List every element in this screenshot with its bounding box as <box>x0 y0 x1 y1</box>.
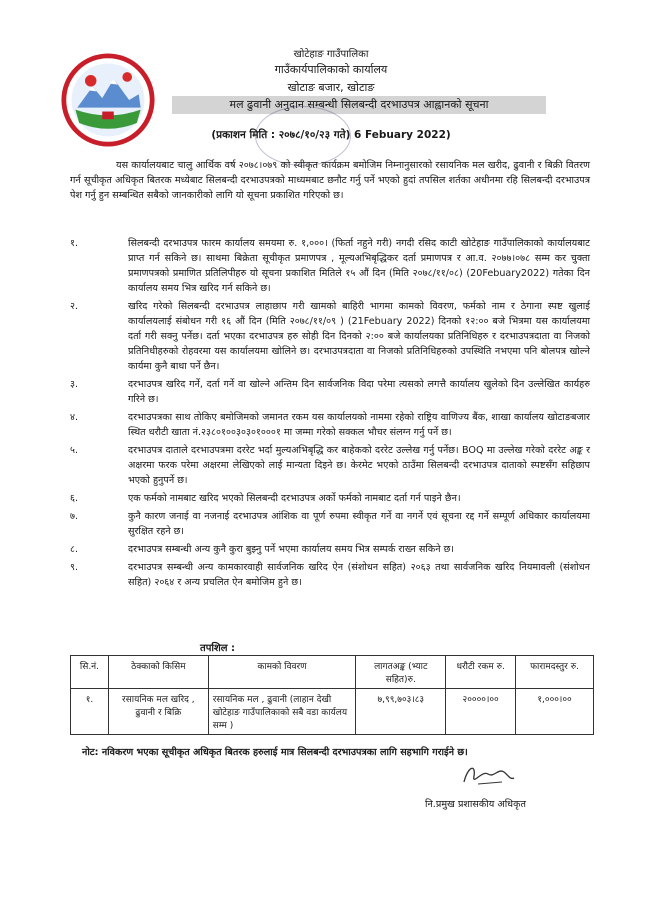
table-cell: १. <box>71 689 109 735</box>
col-header: फारामदस्तुर रु. <box>516 656 594 689</box>
details-table <box>70 655 594 735</box>
list-item <box>70 236 590 296</box>
list-item <box>70 443 590 488</box>
list-item <box>70 560 590 590</box>
intro-paragraph: यस कार्यालयबाट चालु आर्थिक वर्ष २०७८।०७९ को स्वीकृत कार्यक्रम बमोजिम निम्नानुसारको रसायनिक मल खरीद, ढुवानी र बिक्री वितरण गर्न सूचीकृत अधिकृत बितरक मध्येबाट सिलबन्दी दरभाउपत्रको माध्यमबाट छनौट गर्नु पर्ने भएको हुदां तपसिल शर्तका अधीनमा रहि सिलबन्दी दरभाउपत्र पेश गर्नु हुन सम्बन्धित सबैको जानकारीको लागि यो सूचना प्रकाशित गरिएको छ। <box>70 160 590 201</box>
table-cell: रसायनिक मल खरिद , ढुवानी र बिक्रि <box>108 689 208 735</box>
item-number: ३. <box>70 379 79 390</box>
publication-date: (प्रकाशन मिति : २०७८/१०/२३ गते) 6 Febuary 2022) <box>211 129 451 141</box>
item-text: एक फर्मको नामबाट खरिद भएको सिलबन्दी दरभाउपत्र अर्को फर्मको नामबाट दर्ता गर्न पाइने छैन। <box>128 493 461 504</box>
col-header: धरौटी रकम रु. <box>446 656 516 689</box>
item-text: सिलबन्दी दरभाउपत्र फारम कार्यालय समयमा रु. १,०००। (फिर्ता नहुने गरी) नगदी रसिद काटी खोटेहाङ गाउँपालिकाको कार्यालयबाट प्राप्त गर्न सकिने छ। साथमा बिक्रेता सूचीकृत प्रमाणपत्र , मूल्यअभिबृद्धिकर दर्ता प्रमाणपत्र र आ.व. २०७७।०७८ सम्म कर चुक्ता प्रमाणपत्रको प्रमाणित प्रतिलिपीहरु यो सूचना प्रकाशित मितिले १५ औं दिन (मिति २०७८/११/०८) (20Febuary2022) गतेका दिन कार्यालय समय भित्र खरिद गर्न सकिने छ। <box>128 238 590 294</box>
office-title: गाउँकार्यपालिकाको कार्यालय <box>274 63 388 76</box>
item-number: १. <box>70 238 79 249</box>
signer-title: नि.प्रमुख प्रशासकीय अधिकृत <box>425 799 526 810</box>
item-number: २. <box>70 301 79 312</box>
list-item <box>70 542 590 557</box>
item-text: खरिद गरेको सिलबन्दी दरभाउपत्र लाहाछाप गरी खामको बाहिरी भागमा कामको विवरण, फर्मको नाम र ठेगाना स्पष्ट खुलाई कार्यालयलाई संबोधन गरी १६ औं दिन (मिति २०७८/११/०९ ) (21Febuary 2022) दिनको १२:०० बजे भित्रमा यस कार्यालयमा दर्ता गरी सक्नु पर्नेछ। दर्ता भएका दरभाउपत्र हरु सोही दिन दिनको २:०० बजे कार्यालयका प्रतिनिधिहरु र दरभाउपत्रदाता वा निजको प्रतिनिधीहरुको रोहवरमा यस कार्यालयमा खोलिने छ। दरभाउपत्रदाता वा निजको प्रतिनिधिहरुको उपस्थिति नभएमा पनि बोलपत्र खोल्ने कार्यमा कुनै बाधा पर्ने छैन। <box>128 301 590 372</box>
office-name: खोटेहाङ गाउँपालिका <box>293 49 369 60</box>
item-text: दरभाउपत्र सम्बन्धी अन्य कामकारवाही सार्वजनिक खरिद ऐन (संशोधन सहित) २०६३ तथा सार्वजनिक खरिद नियमावली (संशोधन सहित) २०६४ र अन्य प्रचलित ऐन बमोजिम हुने छ। <box>128 562 590 588</box>
item-text: दरभाउपत्र खरिद गर्ने, दर्ता गर्ने वा खोल्ने अन्तिम दिन सार्वजनिक विदा परेमा त्यसको लगत्तै कार्यालय खुलेको दिन उल्लेखित कार्यहरु गरिने छ। <box>128 379 590 405</box>
note-text: नोट: नविकरण भएका सूचीकृत अधिकृत बितरक हरुलाई मात्र सिलबन्दी दरभाउपत्रका लागि सहभागि गराईने छ। <box>82 747 468 758</box>
list-item <box>70 491 590 506</box>
list-item <box>70 299 590 374</box>
item-number: ६. <box>70 493 79 504</box>
table-row <box>71 689 594 735</box>
item-text: दरभाउपत्रका साथ तोकिए बमोजिमको जमानत रकम यस कार्यालयको नाममा रहेको राष्ट्रिय वाणिज्य बैंक, शाखा कार्यालय खोटाङबजार स्थित धरौटी खाता नं.२३८०१००३०३०१०००१ मा जम्मा गरेको सक्कल भौचर संलग्न गर्नु पर्ने छ। <box>128 412 590 438</box>
col-header: सि.नं. <box>71 656 109 689</box>
item-number: ९. <box>70 562 79 573</box>
office-address: खोटाङ बजार, खोटाङ <box>287 81 375 94</box>
item-text: दरभाउपत्र सम्बन्धी अन्य कुनै कुरा बुझ्नु पर्ने भएमा कार्यालय समय भित्र सम्पर्क राख्न सकिने छ। <box>128 544 454 555</box>
item-text: कुनै कारण जनाई वा नजनाई दरभाउपत्र आंशिक वा पूर्ण रुपमा स्वीकृत गर्ने वा नगर्ने एवं सूचना रद्द गर्ने सम्पूर्ण अधिकार कार्यालयमा सुरक्षित रहने छ। <box>128 511 590 537</box>
table-header-row <box>71 656 594 689</box>
item-number: ८. <box>70 544 79 555</box>
col-header: लागतअङ्क (भ्याट सहित)रु. <box>356 656 446 689</box>
item-number: ५. <box>70 445 79 456</box>
list-item <box>70 377 590 407</box>
table-cell: रसायनिक मल , ढुवानी (लाहान देखी खोटेहाङ गाउँपालिकाको सबै वडा कार्यलय सम्म ) <box>208 689 356 735</box>
col-header: ठेक्काको किसिम <box>108 656 208 689</box>
table-cell: २००००।०० <box>446 689 516 735</box>
item-text: दरभाउपत्र दाताले दरभाउपत्रमा दररेट भर्दा मुल्यअभिबृद्धि कर बाहेकको दररेट उल्लेख गर्नु पर्नेछ। BOQ मा उल्लेख गरेको दररेट अङ्क र अक्षरमा फरक परेमा अक्षरमा लेखिएको लाई मान्यता दिइने छ। केरमेट भएको ठाउँमा सिलबन्दी दरभाउपत्र दाताको स्पष्टसँग सहिछाप भएको हुनुपर्ने छ। <box>128 445 590 486</box>
table-heading: तपशिल : <box>200 643 236 654</box>
col-header: कामको विवरण <box>208 656 356 689</box>
item-number: ७. <box>70 511 79 522</box>
list-item <box>70 509 590 539</box>
item-number: ४. <box>70 412 79 423</box>
table-cell: १,०००।०० <box>516 689 594 735</box>
signature-icon <box>458 760 518 790</box>
list-item <box>70 410 590 440</box>
conditions-list <box>70 236 590 593</box>
table-cell: ७,९९,७०३।८३ <box>356 689 446 735</box>
notice-title-banner: मल ढुवानी अनुदान सम्बन्धी सिलबन्दी दरभाउपत्र आह्वानको सूचना <box>172 96 546 114</box>
